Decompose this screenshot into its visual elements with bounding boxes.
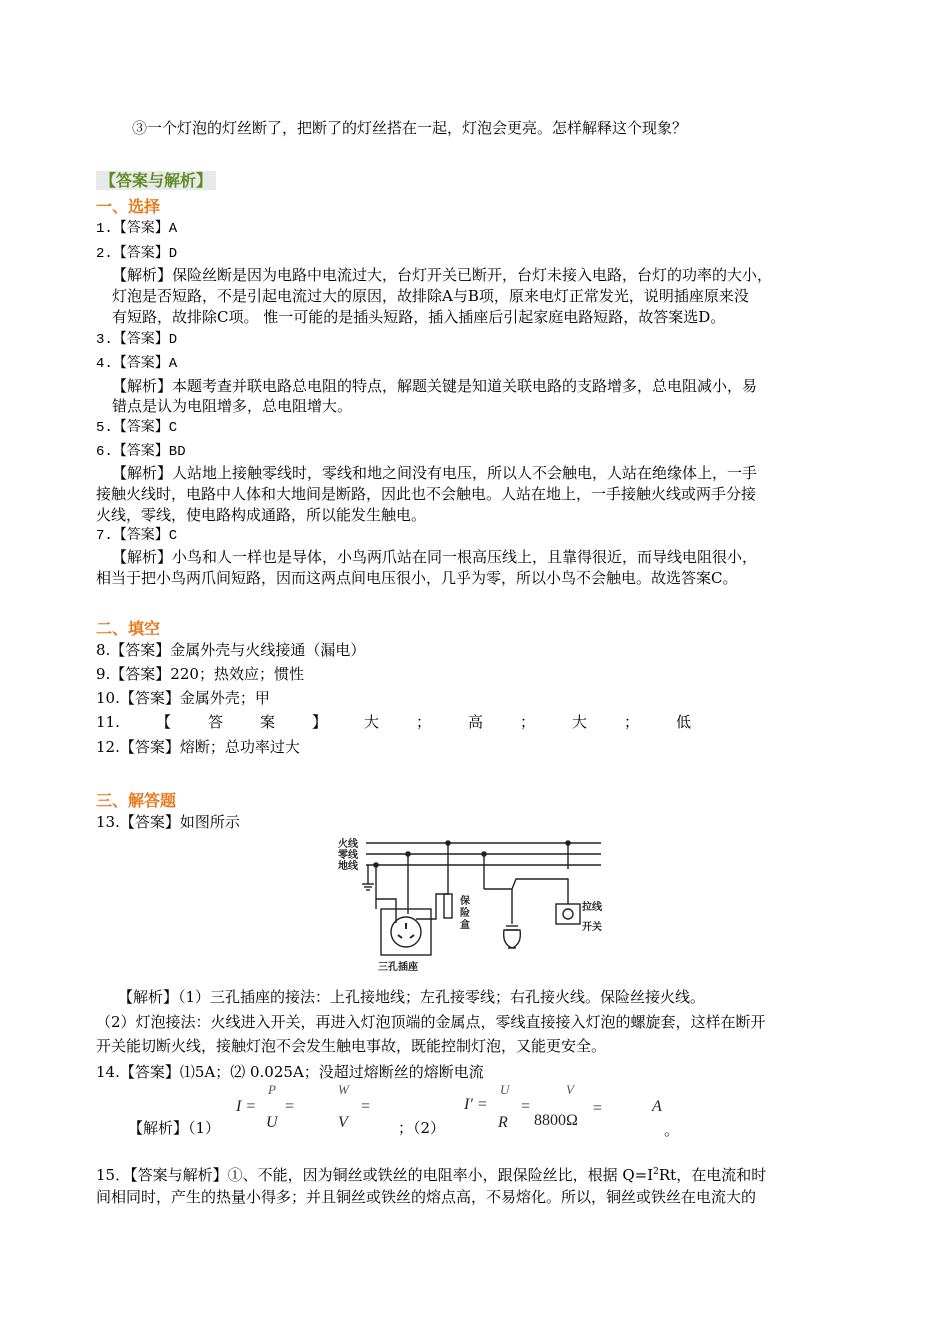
label-fuse-3: 盒 — [460, 920, 470, 931]
explanation-7-line1: 【解析】小鸟和人一样也是导体，小鸟两爪站在同一根高压线上，且靠得很近，而导线电阻很小， — [112, 548, 758, 566]
explanation-7-line2: 相当于把小鸟两爪间短路，因而这两点间电压很小，几乎为零，所以小鸟不会触电。故选答案C。 — [96, 569, 738, 587]
socket-box — [381, 909, 431, 955]
formula-1-num: P — [268, 1082, 276, 1097]
label-neutral-wire: 零线 — [338, 850, 358, 861]
answer-15-line1: 15．【答案与解析】①、不能，因为铜丝或铁丝的电阻率小，跟保险丝比，根据 $Q=I^2Rt$，在电流和时 — [96, 1166, 767, 1184]
answer-12: 12.【答案】熔断；总功率过大 — [96, 738, 300, 756]
answer-5: 5.【答案】C — [96, 420, 178, 436]
formula-2-eq2: = — [592, 1100, 603, 1117]
explanation-14-end: 。 — [664, 1121, 680, 1139]
answer-13: 13.【答案】如图所示 — [96, 813, 240, 831]
explanation-2-line1: 【解析】保险丝断是因为电路中电流过大，台灯开关已断开，台灯未接入电路，台灯的功率的大小， — [112, 266, 773, 284]
formula-1-eq2: = — [360, 1098, 371, 1115]
label-fuse-2: 险 — [460, 908, 470, 919]
answer-7: 7.【答案】C — [96, 528, 178, 544]
label-switch-1: 拉线 — [582, 902, 602, 913]
answer-4: 4.【答案】A — [96, 356, 178, 372]
explanation-6-line2: 接触火线时，电路中人体和大地间是断路，因此也不会触电。人站在地上，一手接触火线或两手分接 — [96, 485, 757, 503]
label-fuse-1: 保 — [460, 896, 470, 907]
explanation-2-line3: 有短路，故排除C项。 惟一可能的是插头短路，插入插座后引起家庭电路短路，故答案选D。 — [112, 308, 726, 326]
formula-2-eq: = — [520, 1098, 531, 1115]
formula-2-num2: V — [566, 1082, 574, 1097]
explanation-14-sep: ；（2） — [398, 1119, 446, 1137]
answer-8: 8.【答案】金属外壳与火线接通（漏电） — [96, 641, 366, 659]
explanation-14-label: 【解析】（1） — [128, 1119, 221, 1137]
answer-15-line2: 间相同时，产生的热量小得多；并且铜丝或铁丝的熔点高，不易熔化。所以，铜丝或铁丝在电流大的 — [96, 1188, 757, 1206]
section-fill: 二、填空 — [96, 619, 161, 638]
explanation-13-line3: 开关能切断火线，接触灯泡不会发生触电事故，既能控制灯泡，又能更安全。 — [96, 1037, 607, 1055]
label-live-wire: 火线 — [338, 839, 358, 850]
answer-9: 9.【答案】220；热效应；惯性 — [96, 665, 304, 683]
explanation-6-line1: 【解析】人站地上接触零线时，零线和地之间没有电压，所以人不会触电，人站在绝缘体上，一手 — [112, 464, 758, 482]
answer-10: 10.【答案】金属外壳；甲 — [96, 689, 270, 707]
formula-1-den: U — [266, 1114, 278, 1131]
answer-11: 11. 【 答 案 】 大 ； 高 ； 大 ； 低 — [96, 713, 692, 731]
formula-2-den: R — [498, 1114, 508, 1131]
explanation-13-line1: 【解析】（1）三孔插座的接法：上孔接地线；左孔接零线；右孔接火线。保险丝接火线。 — [118, 988, 706, 1006]
formula-1-lhs: I = — [236, 1098, 257, 1115]
answer-2: 2.【答案】D — [96, 246, 178, 262]
answer-header-label: 【答案与解析】 — [96, 171, 216, 190]
explanation-13-line2: （2）灯泡接法：火线进入开关，再进入灯泡顶端的金属点，零线直接接入灯泡的螺旋套，这样在断开 — [96, 1013, 766, 1031]
explanation-4-line1: 【解析】本题考查并联电路总电阻的特点，解题关键是知道关联电路的支路增多，总电阻减小，易 — [112, 377, 758, 395]
formula-1-den2: V — [338, 1114, 348, 1131]
formula-2-num: U — [500, 1082, 510, 1097]
pull-switch-box — [556, 904, 580, 924]
explanation-4-line2: 错点是认为电阻增多，总电阻增大。 — [112, 397, 353, 415]
circuit-diagram — [336, 834, 606, 974]
formula-2-result-unit: A — [652, 1098, 662, 1115]
answer-header — [96, 168, 216, 191]
explanation-2-line2: 灯泡是否短路，不是引起电流过大的原因，故排除A与B项，原来电灯正常发光，说明插座原来没 — [112, 287, 749, 305]
answer-6: 6.【答案】BD — [96, 444, 186, 460]
label-socket: 三孔插座 — [378, 962, 418, 973]
label-ground-wire: 地线 — [338, 861, 358, 872]
answer-3: 3.【答案】D — [96, 332, 178, 348]
top-question: ③一个灯泡的灯丝断了，把断了的灯丝搭在一起，灯泡会更亮。怎样解释这个现象？ — [132, 119, 688, 137]
formula-1-num2: W — [338, 1082, 349, 1097]
section-solve: 三、解答题 — [96, 791, 177, 810]
answer-14: 14.【答案】⑴5A；⑵ 0.025A；没超过熔断丝的熔断电流 — [96, 1063, 484, 1081]
label-switch-2: 开关 — [582, 922, 602, 933]
section-choice: 一、选择 — [96, 197, 161, 216]
formula-1-eq: = — [284, 1098, 295, 1115]
answer-1: 1.【答案】A — [96, 221, 178, 237]
formula-2-den2: 8800Ω — [534, 1112, 578, 1129]
formula-2-lhs: I′ = — [464, 1096, 488, 1113]
explanation-6-line3: 火线，零线，使电路构成通路，所以能发生触电。 — [96, 506, 427, 524]
